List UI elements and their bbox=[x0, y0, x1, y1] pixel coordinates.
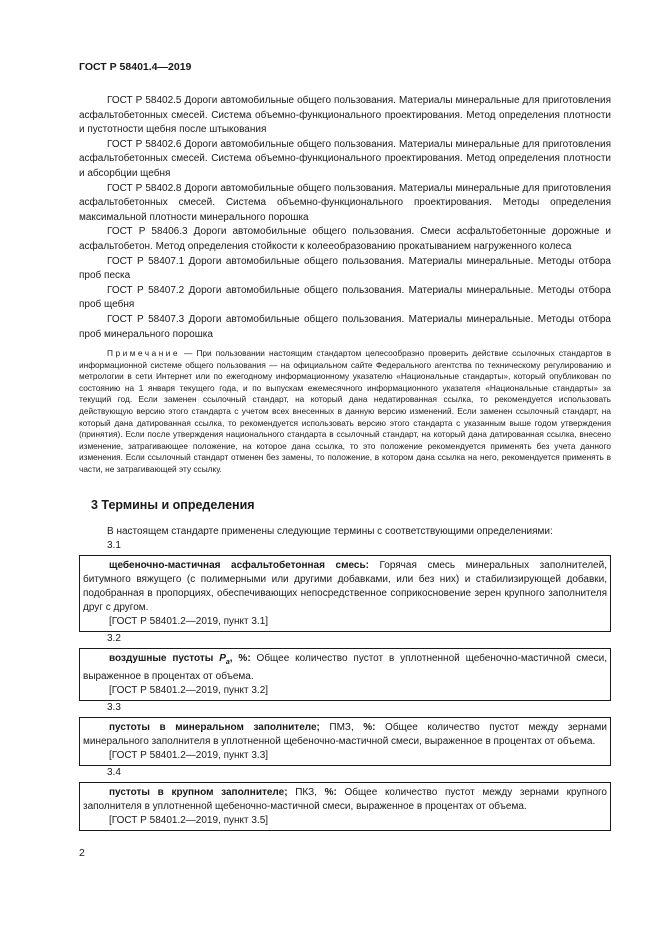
term-definition-text: Горячая смесь минеральных заполнителей, битумного вяжущего (с полимерными или другими добавками, или без них) и стабилизирующей добавки, подобранная в пропорциях, обеспечивающих непосредственное соприкосновение зерен крупного заполнителя друг с другом. bbox=[83, 559, 607, 613]
term-box bbox=[79, 782, 611, 831]
reference-item: ГОСТ Р 58406.3 Дороги автомобильные общего пользования. Смеси асфальтобетонные дорожные и асфальтобетон. Метод определения стойкости к колееобразованию прокатыванием нагруженного колеса bbox=[79, 226, 611, 252]
section-title: 3 Термины и определения bbox=[91, 497, 255, 512]
term-name: пустоты в минеральном заполнителе; bbox=[109, 721, 320, 733]
term-source: [ГОСТ Р 58401.2—2019, пункт 3.1] bbox=[109, 615, 269, 627]
term-source: [ГОСТ Р 58401.2—2019, пункт 3.2] bbox=[109, 684, 269, 696]
reference-item: ГОСТ Р 58407.2 Дороги автомобильные общего пользования. Материалы минеральные. Методы отбора проб щебня bbox=[79, 284, 611, 311]
reference-item: ГОСТ Р 58407.3 Дороги автомобильные общего пользования. Материалы минеральные. Методы отбора проб минерального порошка bbox=[79, 313, 611, 340]
term-box bbox=[79, 717, 611, 766]
term-number: 3.3 bbox=[107, 701, 121, 713]
term-unit: %: bbox=[324, 786, 337, 798]
note-text: — При пользовании настоящим стандартом целесообразно проверить действие ссылочных стандартов в информационной системе общего пользования — на официальном сайте Федерального агентства по техническому регулированию и метрологии в сети Интернет или по ежегодному информационному указателю «Национальные стандарты», который опубликован по состоянию на 1 января текущего года, и по выпускам ежемесячного информационного указателя «Национальные стандарты» за текущий год. Если заменен ссылочный стандарт, на который дана недатированная ссылка, то рекомендуется использовать действующую версию этого стандарта с учетом всех внесенных в данную версию изменений. Если заменен ссылочный стандарт, на который дана датированная ссылка, то рекомендуется использовать версию этого стандарта с указанным выше годом утверждения (принятия). Если после утверждения национального стандарта в ссылочный стандарт, на который дана датированная ссылка, внесено изменение, затрагивающее положение, на которое дана ссылка, то это положение рекомендуется применять без учета данного изменения. Если ссылочный стандарт отменен без замены, то положение, в котором дана ссылка на него, рекомендуется применять в части, не затрагивающей эту ссылку. bbox=[79, 348, 611, 475]
term-number: 3.1 bbox=[107, 539, 121, 551]
term-box bbox=[79, 555, 611, 632]
term-abbreviation: ПМЗ, bbox=[319, 721, 364, 733]
term-number: 3.2 bbox=[107, 632, 121, 644]
term-symbol: $P_a$ bbox=[219, 652, 230, 666]
page-content bbox=[79, 94, 611, 831]
term-definition bbox=[83, 721, 607, 749]
term-unit: , %: bbox=[229, 652, 251, 664]
reference-item: ГОСТ Р 58402.6 Дороги автомобильные общего пользования. Материалы минеральные для приготовления асфальтобетонных смесей. Система объемно-функционального проектирования. Метод определения плотности и абсорбции щебня bbox=[79, 138, 611, 179]
term-definition-text: Общее количество пустот в уплотненной щебеночно-мастичной смеси, выраженное в процентах от объема. bbox=[83, 652, 607, 682]
reference-item: ГОСТ Р 58407.1 Дороги автомобильные общего пользования. Материалы минеральные. Методы отбора проб песка bbox=[79, 255, 611, 282]
term-definition bbox=[83, 652, 607, 684]
term-definition-text: Общее количество пустот между зернами минерального заполнителя в уплотненной щебеночно-мастичной смеси, выраженное в процентах от объема. bbox=[83, 721, 607, 747]
page-number: 2 bbox=[79, 847, 85, 859]
term-name: пустоты в крупном заполнителе; bbox=[109, 786, 288, 798]
term-unit: %: bbox=[363, 721, 376, 733]
section-intro: В настоящем стандарте применены следующие термины с соответствующими определениями: bbox=[107, 525, 553, 537]
note-paragraph bbox=[79, 348, 611, 476]
term-definition bbox=[83, 559, 607, 615]
document-header: ГОСТ Р 58401.4—2019 bbox=[79, 61, 192, 73]
term-definition bbox=[83, 786, 607, 814]
reference-item: ГОСТ Р 58402.5 Дороги автомобильные общего пользования. Материалы минеральные для приготовления асфальтобетонных смесей. Система объемно-функционального проектирования. Метод определения плотности и пустотности щебня после штыкования bbox=[79, 95, 611, 136]
term-name: щебеночно-мастичная асфальтобетонная смесь: bbox=[109, 559, 369, 571]
term-number: 3.4 bbox=[107, 766, 121, 778]
term-name: воздушные пустоты bbox=[109, 652, 220, 664]
term-source: [ГОСТ Р 58401.2—2019, пункт 3.5] bbox=[109, 814, 269, 826]
term-box bbox=[79, 648, 611, 701]
reference-item: ГОСТ Р 58402.8 Дороги автомобильные общего пользования. Материалы минеральные для приготовления асфальтобетонных смесей. Система объемно-функционального проектирования. Методы определения максимальной плотности минерального порошка bbox=[79, 182, 611, 223]
term-abbreviation: ПКЗ, bbox=[287, 786, 325, 798]
term-definition-text: Общее количество пустот между зернами крупного заполнителя в уплотненной щебеночно-мастичной смеси, выраженное в процентах от объема. bbox=[83, 786, 607, 812]
term-source: [ГОСТ Р 58401.2—2019, пункт 3.3] bbox=[109, 749, 269, 761]
note-label: Примечание bbox=[107, 348, 181, 359]
